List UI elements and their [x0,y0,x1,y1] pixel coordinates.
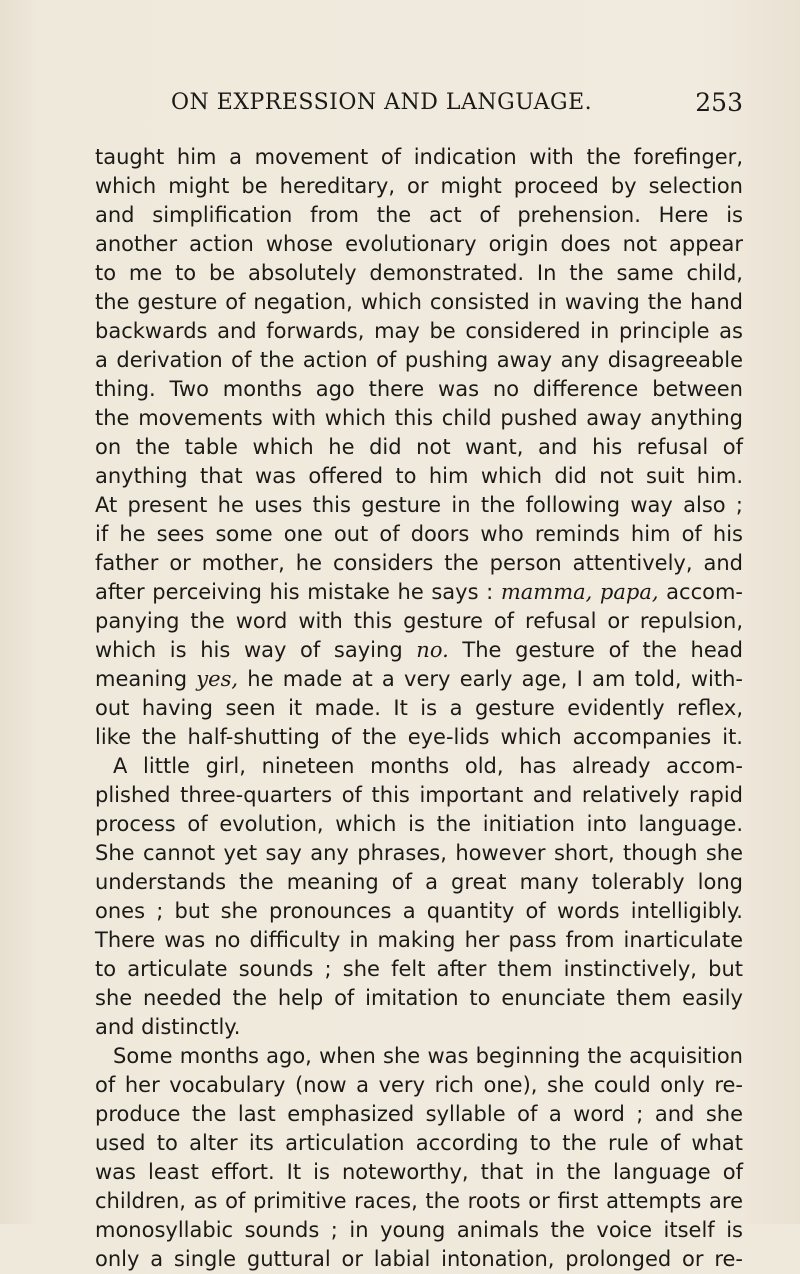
text-line: Some months ago, when she was beginning the acquisition [113,1044,743,1068]
text-line [95,578,743,607]
text-line: was least effort. It is noteworthy, that in the language of [95,1160,743,1184]
text-line: of her vocabulary (now a very rich one), she could only re- [95,1073,743,1097]
text-line: and simplification from the act of prehension. Here is [95,203,743,227]
text-line: ones ; but she pronounces a quantity of words intelligibly. [95,899,743,923]
line-segment: The gesture of the head [462,638,743,662]
text-line: taught him a movement of indication with the forefinger, [95,145,743,169]
text-line: on the table which he did not want, and his refusal of [95,435,743,459]
running-head-title: ON EXPRESSION AND LANGUAGE. [171,90,593,115]
line-segment: after perceiving his mistake he says : [95,580,494,604]
text-line: There was no difficulty in making her pass from inarticulate [95,928,743,952]
text-line: used to alter its articulation according to the rule of what [95,1131,743,1155]
text-line: only a single guttural or labial intonation, prolonged or re- [95,1247,743,1271]
text-line [95,665,743,694]
page-number: 253 [695,88,743,117]
text-line: anything that was offered to him which did not suit him. [95,464,743,488]
text-line: another action whose evolutionary origin does not appear [95,232,743,256]
text-line: which might be hereditary, or might proceed by selection [95,174,743,198]
text-line: to me to be absolutely demonstrated. In the same child, [95,261,743,285]
italic-word: yes, [196,667,239,691]
italic-word: mamma, papa, [500,580,659,604]
text-line: A little girl, nineteen months old, has already accom- [113,754,743,778]
text-line: the movements with which this child pushed away anything [95,406,743,430]
text-line: thing. Two months ago there was no difference between [95,377,743,401]
text-line: children, as of primitive races, the roots or first attempts are [95,1189,743,1213]
text-line: if he sees some one out of doors who reminds him of his [95,522,743,546]
line-segment: which is his way of saying [95,638,403,662]
running-head [95,88,743,128]
text-line: process of evolution, which is the initiation into language. [95,812,743,836]
text-line: out having seen it made. It is a gesture evidently reflex, [95,696,743,720]
text-line: father or mother, he considers the person attentively, and [95,551,743,575]
text-line: monosyllabic sounds ; in young animals the voice itself is [95,1218,743,1242]
text-line: the gesture of negation, which consisted in waving the hand [95,290,743,314]
text-line: She cannot yet say any phrases, however short, though she [95,841,743,865]
text-line: plished three-quarters of this important and relatively rapid [95,783,743,807]
text-line: she needed the help of imitation to enunciate them easily [95,986,743,1010]
text-line: panying the word with this gesture of refusal or repulsion, [95,609,743,633]
line-segment: meaning [95,667,188,691]
text-line: backwards and forwards, may be considered in principle as [95,319,743,343]
text-line: a derivation of the action of pushing away any disagreeable [95,348,743,372]
text-line: like the half-shutting of the eye-lids which accompanies it. [95,725,743,749]
text-line: At present he uses this gesture in the following way also ; [95,493,743,517]
text-line: produce the last emphasized syllable of a word ; and she [95,1102,743,1126]
body-text [95,143,743,1274]
text-line: and distinctly. [95,1015,241,1039]
text-line [95,636,743,665]
text-line: to articulate sounds ; she felt after them instinctively, but [95,957,743,981]
italic-word: no. [416,638,449,662]
text-line: understands the meaning of a great many tolerably long [95,870,743,894]
line-segment: accom- [666,580,743,604]
line-segment: he made at a very early age, I am told, with- [247,667,743,691]
